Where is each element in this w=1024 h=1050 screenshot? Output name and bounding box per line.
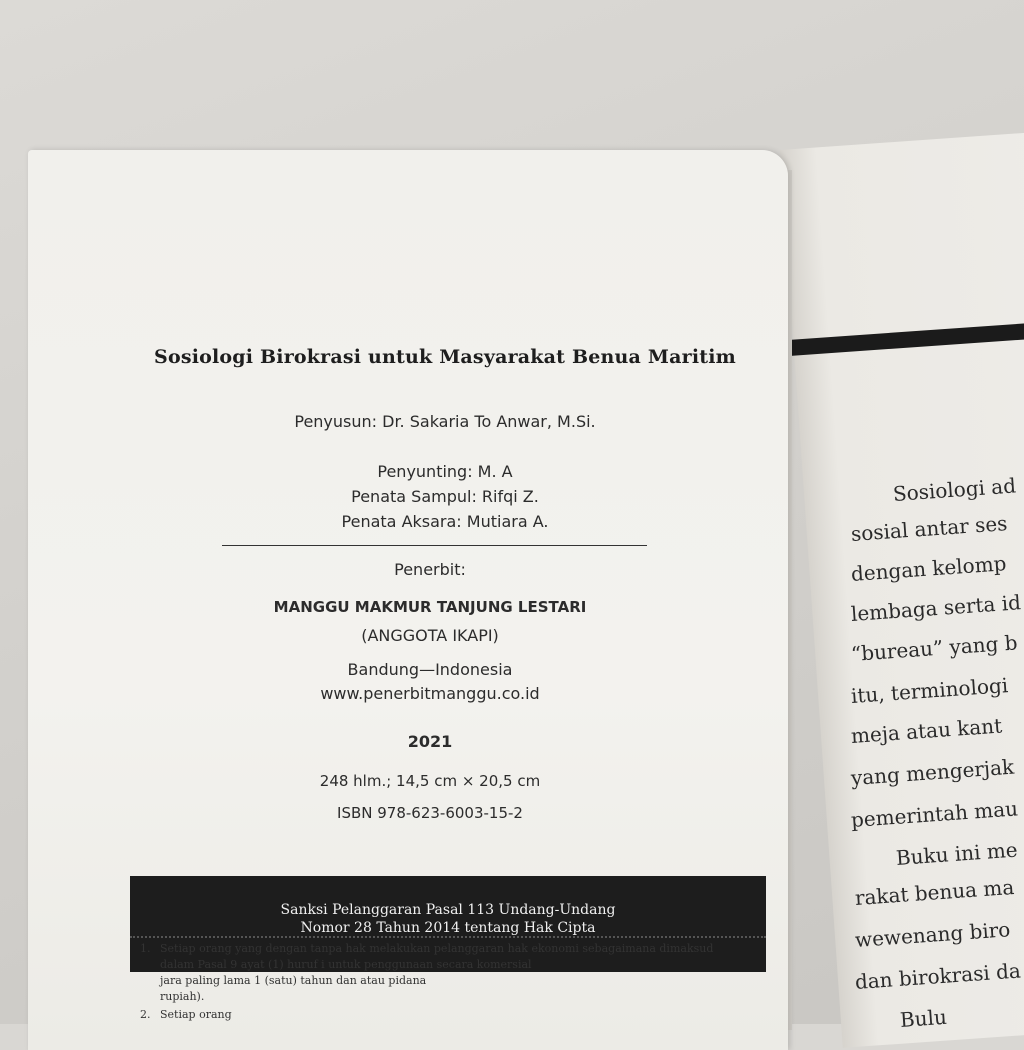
law-text	[130, 936, 766, 1038]
right-line: “bureau” yang b	[850, 630, 1019, 666]
right-line: dengan kelomp	[850, 551, 1008, 586]
right-line: dan birokrasi da	[854, 958, 1022, 994]
sanksi-title-line2: Nomor 28 Tahun 2014 tentang Hak Cipta	[300, 920, 596, 936]
penyunting-line: Penyunting: M. A	[377, 462, 513, 481]
right-line: lembaga serta id	[850, 590, 1022, 626]
right-line: sosial antar ses	[850, 511, 1009, 546]
publisher-member: (ANGGOTA IKAPI)	[361, 626, 499, 645]
law-item-text: dalam Pasal 9 ayat (1) huruf i untuk penggunaan secara komersial	[160, 958, 532, 971]
right-line: itu, terminologi	[850, 673, 1009, 708]
penata-aksara-line: Penata Aksara: Mutiara A.	[341, 512, 549, 531]
law-item-text: jara paling lama 1 (satu) tahun dan atau pidana	[160, 974, 427, 987]
law-item-text: Setiap orang yang dengan tanpa hak melakukan pelanggaran hak ekonomi sebagaimana dimaksud	[160, 942, 714, 955]
publisher-city: Bandung—Indonesia	[347, 660, 513, 679]
right-line: pemerintah mau	[850, 796, 1019, 832]
publisher-label: Penerbit:	[394, 560, 466, 579]
law-item-text: rupiah).	[160, 990, 205, 1003]
year: 2021	[407, 732, 453, 751]
publisher-website: www.penerbitmanggu.co.id	[320, 684, 540, 703]
right-line: wewenang biro	[854, 917, 1012, 952]
publisher-name: MANGGU MAKMUR TANJUNG LESTARI	[273, 598, 587, 616]
law-item-text: Setiap orang	[160, 1008, 232, 1021]
right-line: Buku ini me	[895, 837, 1019, 870]
penyusun-line: Penyusun: Dr. Sakaria To Anwar, M.Si.	[294, 412, 596, 431]
divider	[222, 545, 647, 546]
law-item-number: 2.	[140, 1008, 151, 1021]
isbn: ISBN 978-623-6003-15-2	[337, 804, 523, 822]
right-line: meja atau kant	[850, 713, 1003, 748]
page-size-info: 248 hlm.; 14,5 cm × 20,5 cm	[319, 772, 541, 790]
law-item-number: 1.	[140, 942, 151, 955]
right-line: rakat benua ma	[854, 874, 1015, 910]
penata-sampul-line: Penata Sampul: Rifqi Z.	[351, 487, 539, 506]
right-line: Bulu	[899, 1004, 948, 1032]
right-line: yang mengerjak	[850, 754, 1015, 790]
right-line: Sosiologi ad	[892, 473, 1017, 506]
sanksi-title-line1: Sanksi Pelanggaran Pasal 113 Undang-Undang	[280, 902, 616, 918]
book-title: Sosiologi Birokrasi untuk Masyarakat Benua Maritim	[154, 346, 736, 368]
